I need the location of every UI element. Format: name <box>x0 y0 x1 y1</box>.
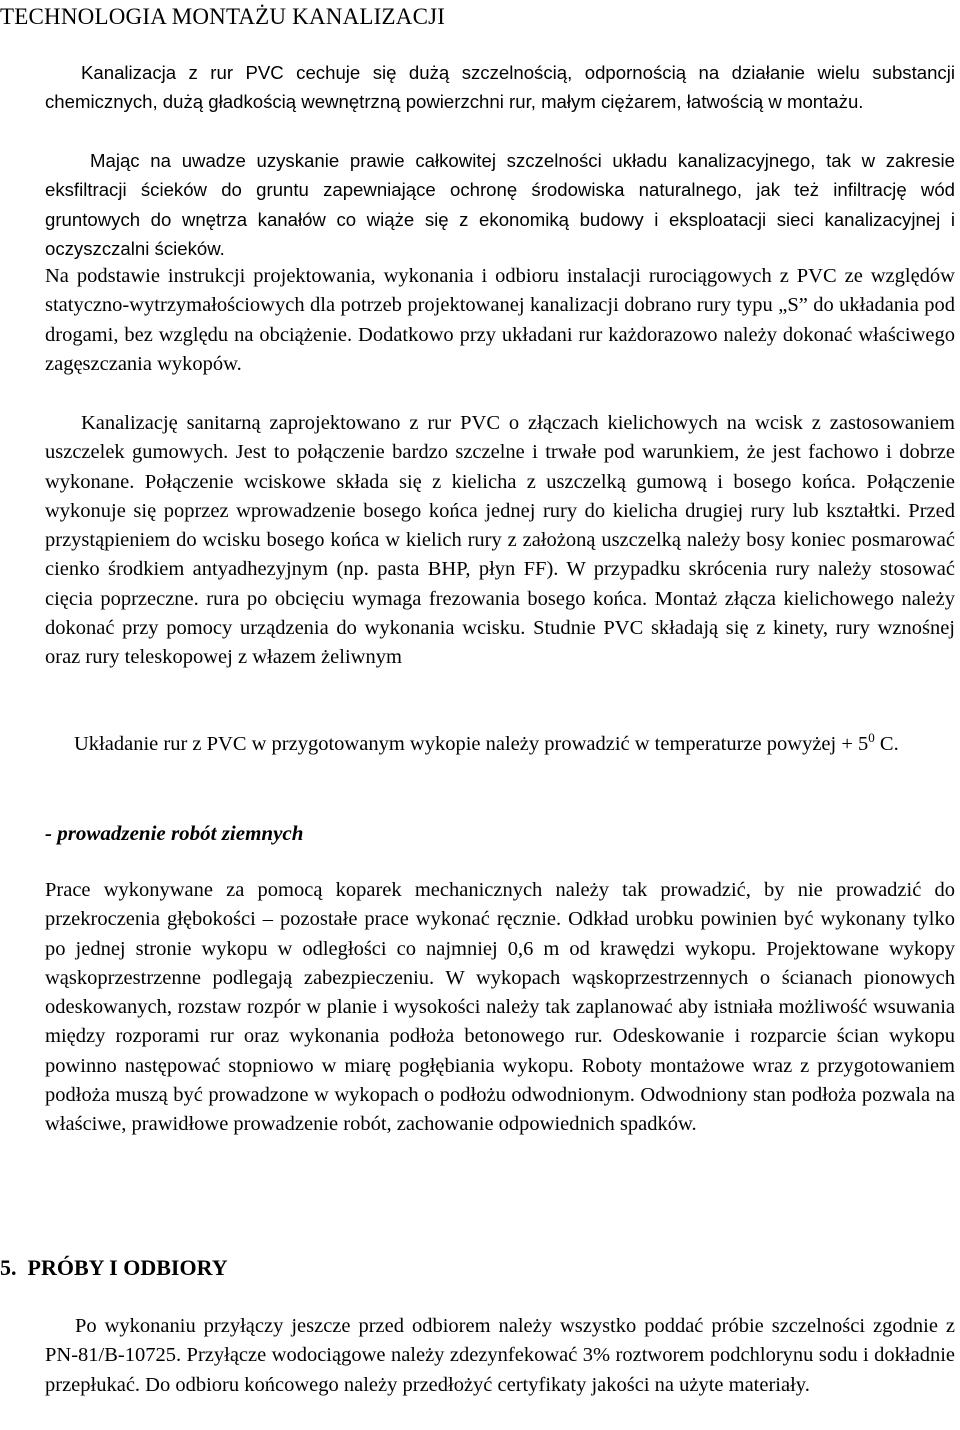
intro-text: Kanalizacja z rur PVC cechuje się dużą szczelnością, odpornością na działanie wielu substancji chemicznych, dużą gładkością wewnętrzną powierzchni rur, małym ciężarem, łatwością w montażu. <box>45 62 955 113</box>
section-5-paragraph <box>45 1312 955 1400</box>
temperature-unit: C. <box>874 733 899 755</box>
section-5-text: Po wykonaniu przyłączy jeszcze przed odbiorem należy wszystko poddać próbie szczelności zgodnie z PN-81/B-10725. Przyłącze wodociągowe należy zdezynfekować 3% roztworem podchlorynu sodu i dokładnie przepłukać. Do odbioru końcowego należy przedłożyć certyfikaty jakości na użyte materiały. <box>45 1315 955 1396</box>
earthworks-paragraph <box>45 876 955 1140</box>
sealing-text-continued: Na podstawie instrukcji projektowania, wykonania i odbioru instalacji rurociągowych z PVC ze względów statyczno-wytrzymałościowych dla potrzeb projektowanej kanalizacji dobrano rury typu „S” do układania pod drogami, bez względu na obciążenie. Dodatkowo przy układani rur każdorazowo należy dokonać właściwego zagęszczania wykopów. <box>45 265 955 375</box>
intro-paragraph <box>45 58 955 117</box>
sealing-text: Mając na uwadze uzyskanie prawie całkowitej szczelności układu kanalizacyjnego, tak w zakresie eksfiltracji ścieków do gruntu zapewniające ochronę środowiska naturalnego, jak też infiltrację wód gruntowych do wnętrza kanałów co wiąże się z ekonomiką budowy i eksploatacji sieci kanalizacyjnej i oczyszczalni ścieków. <box>45 150 955 259</box>
temperature-superscript: 0 <box>868 730 875 745</box>
sealing-continuation <box>45 262 955 379</box>
temperature-paragraph <box>45 730 955 759</box>
sanitary-paragraph <box>45 409 955 673</box>
document-title: TECHNOLOGIA MONTAŻU KANALIZACJI <box>0 4 446 29</box>
section-5-heading: 5. PRÓBY I ODBIORY <box>0 1255 228 1280</box>
temperature-text: Układanie rur z PVC w przygotowanym wykopie należy prowadzić w temperaturze powyżej + 5 <box>74 733 869 755</box>
earthworks-heading: - prowadzenie robót ziemnych <box>45 821 304 845</box>
sealing-paragraph <box>45 146 955 263</box>
earthworks-text: Prace wykonywane za pomocą koparek mechanicznych należy tak prowadzić, by nie prowadzić do przekroczenia głębokości – pozostałe prace wykonać ręcznie. Odkład urobku powinien być wykonany tylko po jednej stronie wykopu w odległości co najmniej 0,6 m od krawędzi wykopu. Projektowane wykopy wąskoprzestrzenne podlegają zabezpieczeniu. W wykopach wąskoprzestrzennych o ścianach pionowych odeskowanych, rozstaw rozpór w planie i wysokości należy tak zaplanować aby istniała możliwość wsuwania między rozporami rur oraz wykonania podłoża betonowego rur. Odeskowanie i rozparcie ścian wykopu powinno następować stopniowo w miarę pogłębiania wykopu. Roboty montażowe wraz z przygotowaniem podłoża muszą być prowadzone w wykopach o podłożu odwodnionym. Odwodniony stan podłoża pozwala na właściwe, prawidłowe prowadzenie robót, zachowanie odpowiednich spadków. <box>45 879 955 1136</box>
sanitary-text: Kanalizację sanitarną zaprojektowano z rur PVC o złączach kielichowych na wcisk z zastosowaniem uszczelek gumowych. Jest to połączenie bardzo szczelne i trwałe pod warunkiem, że jest fachowo i dobrze wykonane. Połączenie wciskowe składa się z kielicha z uszczelką gumową i bosego końca. Połączenie wykonuje się poprzez wprowadzenie bosego końca jednej rury do kielicha drugiej rury lub kształtki. Przed przystąpieniem do wcisku bosego końca w kielich rury z założoną uszczelką należy bosy koniec posmarować cienko środkiem antyadhezyjnym (np. pasta BHP, płyn FF). W przypadku skrócenia rury należy stosować cięcia poprzeczne. rura po obcięciu wymaga frezowania bosego końca. Montaż złącza kielichowego należy dokonać przy pomocy urządzenia do wykonania wcisku. Studnie PVC składają się z kinety, rury wznośnej oraz rury teleskopowej z włazem żeliwnym <box>45 412 955 669</box>
